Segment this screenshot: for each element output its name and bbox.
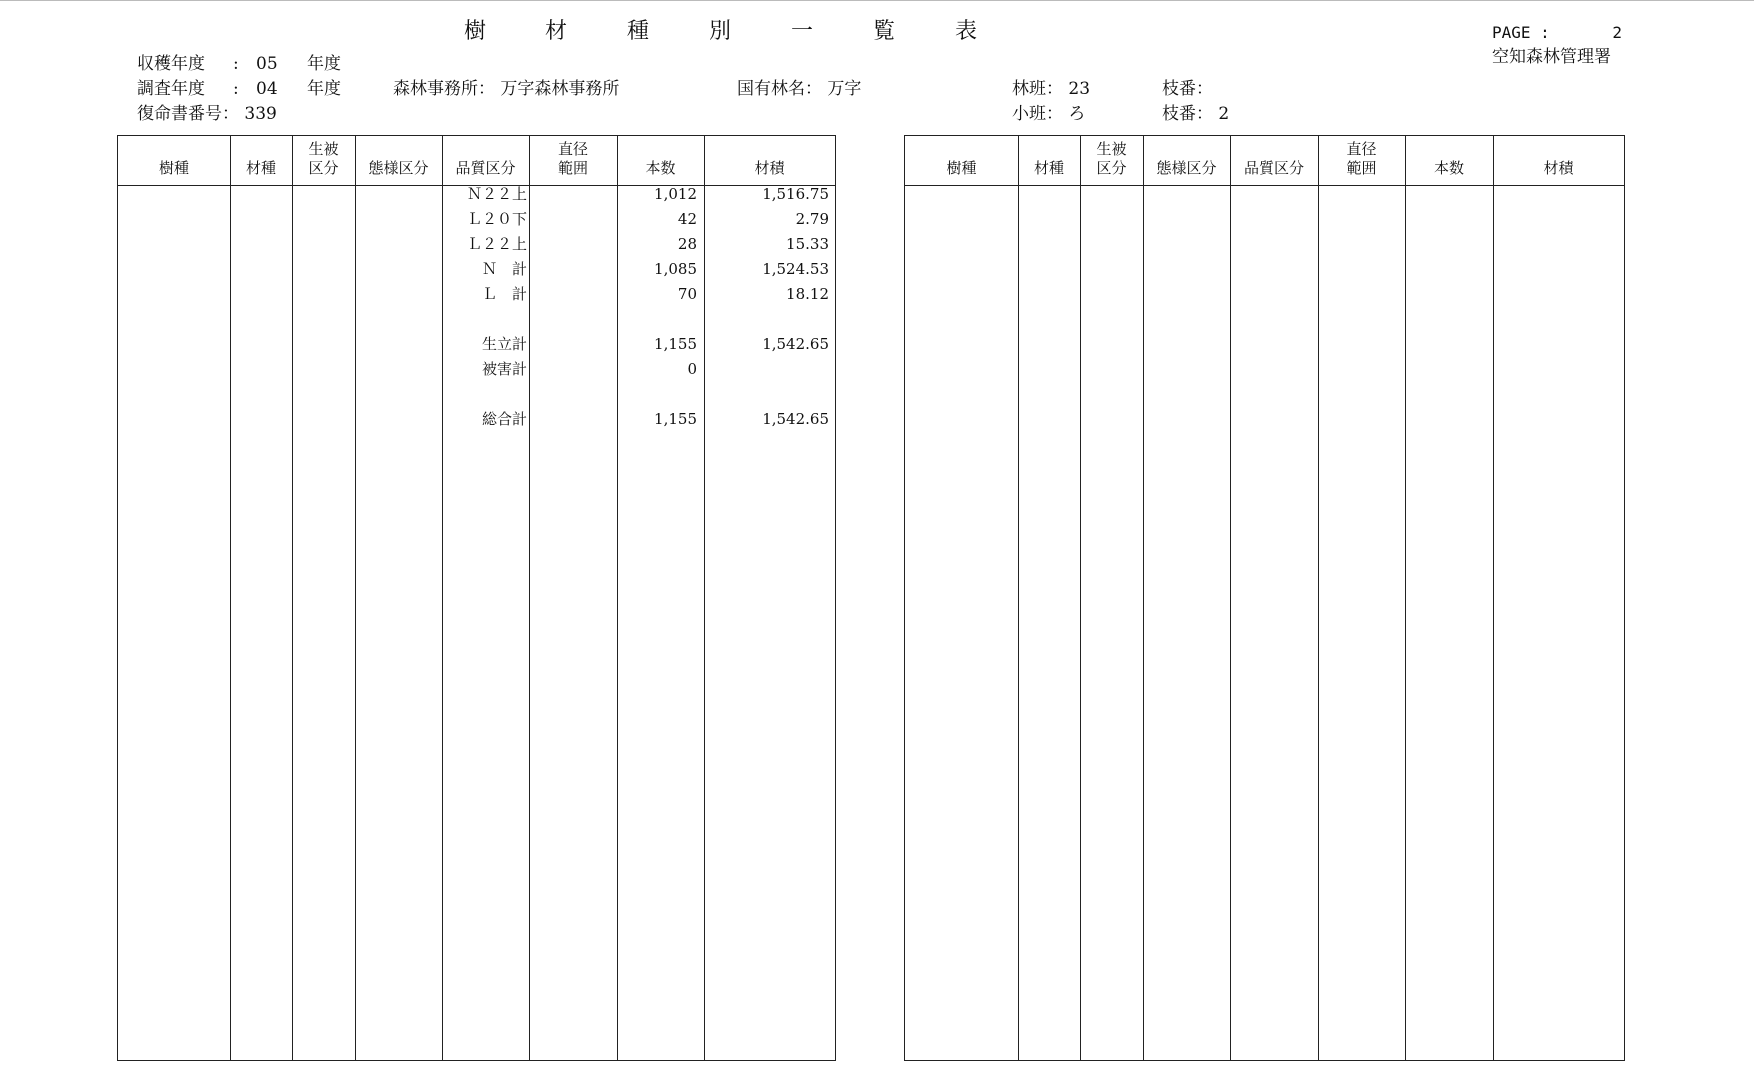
rinpan: 林班： 23: [1012, 79, 1091, 99]
header-living-top: 生被: [1096, 140, 1127, 158]
survey-year-label: 調査年度: [137, 79, 205, 99]
column-divider: [1230, 136, 1231, 1060]
header-living-bottom: 区分: [308, 159, 339, 177]
header-count: 本数: [645, 159, 676, 177]
header-living-bottom: 区分: [1096, 159, 1127, 177]
volume-cell: 1,524.53: [762, 260, 829, 278]
count-cell: 70: [677, 285, 697, 303]
survey-year-unit: 年度: [307, 79, 341, 99]
harvest-year-label: 収穫年度: [137, 54, 205, 74]
volume-cell: 1,542.65: [762, 335, 829, 353]
header-diameter-top: 直径: [557, 140, 588, 158]
national-forest-name: 国有林名： 万字: [737, 79, 862, 99]
harvest-year-unit: 年度: [307, 54, 341, 74]
page-label: PAGE :: [1492, 23, 1550, 42]
report-title-char: 一: [791, 19, 814, 44]
report-title-char: 表: [955, 19, 978, 44]
column-divider: [230, 136, 231, 1060]
column-divider: [355, 136, 356, 1060]
report-title-char: 材: [545, 19, 568, 44]
quality-cell: 生立計: [481, 335, 527, 353]
harvest-year-colon: :: [233, 54, 239, 74]
volume-cell: 15.33: [786, 235, 829, 253]
shohan: 小班： ろ: [1012, 104, 1086, 124]
quality-cell: Ｌ２２上: [466, 235, 527, 253]
column-divider: [1018, 136, 1019, 1060]
forest-office: 森林事務所： 万字森林事務所: [393, 79, 620, 99]
office-name: 空知森林管理署: [1492, 47, 1611, 67]
report-title-char: 樹: [464, 19, 487, 44]
right-table: [904, 135, 1625, 1061]
header-quality: 品質区分: [455, 159, 516, 177]
column-divider: [1080, 136, 1081, 1060]
quality-cell: Ｎ２２上: [466, 185, 527, 203]
survey-year-value: 04: [256, 79, 278, 99]
header-quality: 品質区分: [1243, 159, 1304, 177]
report-title-char: 別: [709, 19, 732, 44]
volume-cell: 18.12: [786, 285, 829, 303]
count-cell: 1,085: [654, 260, 697, 278]
header-living-top: 生被: [308, 140, 339, 158]
volume-cell: 1,542.65: [762, 410, 829, 428]
quality-cell: Ｎ 計: [481, 260, 527, 278]
report-title-char: 覧: [873, 19, 896, 44]
header-species: 樹種: [158, 159, 189, 177]
count-cell: 1,012: [654, 185, 697, 203]
volume-cell: 2.79: [795, 210, 829, 228]
column-divider: [529, 136, 530, 1060]
column-divider: [1493, 136, 1494, 1060]
header-diameter-bottom: 範囲: [557, 159, 588, 177]
column-divider: [1318, 136, 1319, 1060]
left-table: [117, 135, 836, 1061]
header-volume: 材積: [1543, 159, 1574, 177]
report-title-char: 種: [627, 19, 650, 44]
column-divider: [292, 136, 293, 1060]
column-divider: [1143, 136, 1144, 1060]
quality-cell: 総合計: [481, 410, 527, 428]
header-material: 材種: [245, 159, 276, 177]
count-cell: 28: [677, 235, 697, 253]
header-material: 材種: [1033, 159, 1064, 177]
header-diameter-top: 直径: [1346, 140, 1377, 158]
header-form: 態様区分: [1156, 159, 1217, 177]
harvest-year-value: 05: [256, 54, 278, 74]
edaban-1: 枝番：: [1162, 79, 1213, 99]
page-number: 2: [1612, 23, 1622, 42]
quality-cell: Ｌ２０下: [466, 210, 527, 228]
count-cell: 1,155: [654, 410, 697, 428]
quality-cell: 被害計: [481, 360, 527, 378]
report-number: 復命書番号： 339: [137, 104, 277, 124]
volume-cell: 1,516.75: [762, 185, 829, 203]
column-divider: [1405, 136, 1406, 1060]
count-cell: 42: [677, 210, 697, 228]
survey-year-colon: :: [233, 79, 239, 99]
header-divider: [905, 185, 1624, 186]
count-cell: 0: [687, 360, 697, 378]
header-volume: 材積: [754, 159, 785, 177]
edaban-2: 枝番： 2: [1162, 104, 1230, 124]
header-count: 本数: [1433, 159, 1464, 177]
header-form: 態様区分: [368, 159, 429, 177]
top-border: [0, 0, 1754, 1]
quality-cell: Ｌ 計: [481, 285, 527, 303]
header-diameter-bottom: 範囲: [1346, 159, 1377, 177]
count-cell: 1,155: [654, 335, 697, 353]
header-species: 樹種: [946, 159, 977, 177]
